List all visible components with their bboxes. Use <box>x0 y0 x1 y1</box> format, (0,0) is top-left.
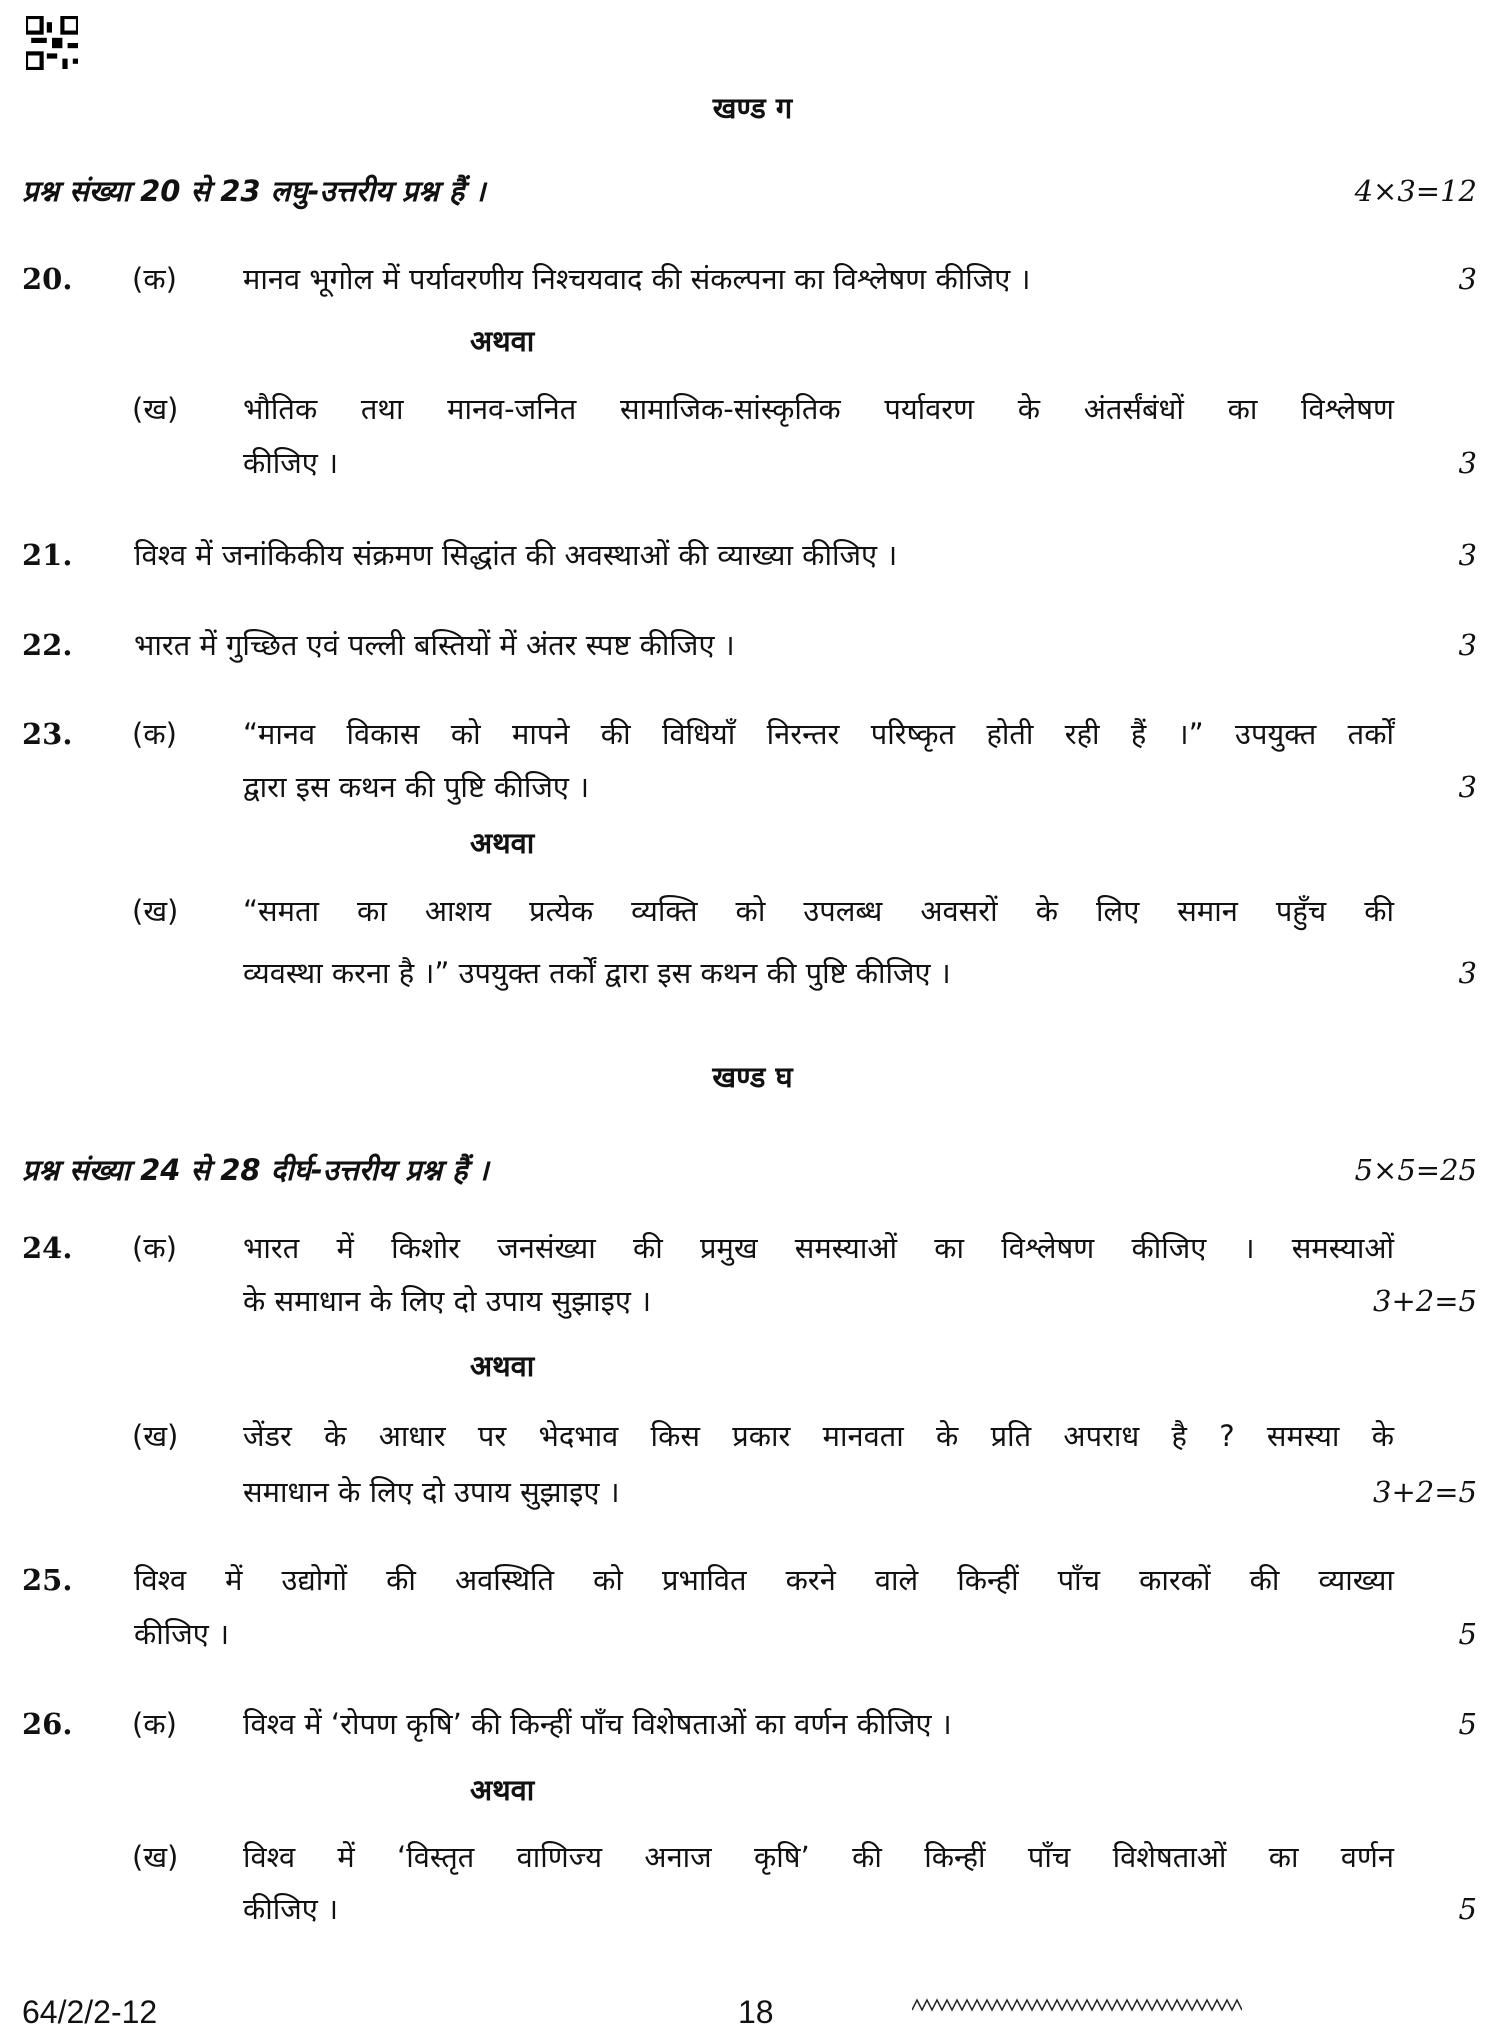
question-number: 23. <box>22 717 73 751</box>
section-d-title: खण्ड घ <box>712 1060 793 1094</box>
option-label: (ख) <box>132 894 179 928</box>
or-divider: अथवा <box>470 1773 535 1807</box>
question-text: “समता का आशय प्रत्येक व्यक्ति को उपलब्ध अवसरों के लिए समान पहुँच की <box>243 894 1394 928</box>
marks: 3 <box>1458 262 1477 296</box>
or-divider: अथवा <box>470 826 535 860</box>
question-text: के समाधान के लिए दो उपाय सुझाइए । <box>243 1284 652 1318</box>
marks: 3 <box>1458 770 1477 804</box>
option-label: (क) <box>132 717 177 751</box>
question-text: समाधान के लिए दो उपाय सुझाइए । <box>243 1475 620 1509</box>
marks: 5 <box>1458 1892 1477 1926</box>
or-divider: अथवा <box>470 1349 535 1383</box>
marks: 3 <box>1458 446 1477 480</box>
marks: 3 <box>1458 956 1477 990</box>
section-d-marks: 5×5=25 <box>1354 1153 1477 1187</box>
question-text: कीजिए । <box>243 1892 339 1926</box>
marks: 3+2=5 <box>1373 1475 1477 1509</box>
paper-code: 64/2/2-12 <box>22 1994 158 2030</box>
marks: 3+2=5 <box>1373 1284 1477 1318</box>
section-c-instruction: प्रश्न संख्या 20 से 23 लघु-उत्तरीय प्रश्न हैं । <box>22 174 486 208</box>
question-text: विश्व में ‘विस्तृत वाणिज्य अनाज कृषि’ की किन्हीं पाँच विशेषताओं का वर्णन <box>243 1840 1394 1874</box>
question-number: 25. <box>22 1563 73 1597</box>
question-number: 24. <box>22 1231 73 1265</box>
option-label: (क) <box>132 262 177 296</box>
option-label: (क) <box>132 1231 177 1265</box>
question-text: जेंडर के आधार पर भेदभाव किस प्रकार मानवता के प्रति अपराध है ? समस्या के <box>243 1419 1394 1453</box>
marks: 3 <box>1458 628 1477 662</box>
question-number: 20. <box>22 262 73 296</box>
question-number: 22. <box>22 628 73 662</box>
marks: 5 <box>1458 1707 1477 1741</box>
question-text: विश्व में जनांकिकीय संक्रमण सिद्धांत की अवस्थाओं की व्याख्या कीजिए । <box>134 538 898 572</box>
option-label: (ख) <box>132 1840 179 1874</box>
or-divider: अथवा <box>470 324 535 358</box>
question-number: 21. <box>22 538 73 572</box>
option-label: (ख) <box>132 1419 179 1453</box>
question-text: मानव भूगोल में पर्यावरणीय निश्चयवाद की संकल्पना का विश्लेषण कीजिए । <box>243 262 1031 296</box>
page-number: 18 <box>738 1994 774 2030</box>
question-text: भारत में गुच्छित एवं पल्ली बस्तियों में अंतर स्पष्ट कीजिए । <box>134 628 735 662</box>
question-text: भारत में किशोर जनसंख्या की प्रमुख समस्याओं का विश्लेषण कीजिए । समस्याओं <box>243 1231 1394 1265</box>
marks: 3 <box>1458 538 1477 572</box>
section-d-instruction: प्रश्न संख्या 24 से 28 दीर्घ-उत्तरीय प्रश्न हैं । <box>22 1153 489 1187</box>
wavy-line-decoration <box>912 1998 1242 2014</box>
question-number: 26. <box>22 1707 73 1741</box>
question-text: विश्व में ‘रोपण कृषि’ की किन्हीं पाँच विशेषताओं का वर्णन कीजिए । <box>243 1707 952 1741</box>
qr-code-icon <box>26 16 78 70</box>
question-text: द्वारा इस कथन की पुष्टि कीजिए । <box>243 770 590 804</box>
question-text: भौतिक तथा मानव-जनित सामाजिक-सांस्कृतिक पर्यावरण के अंतर्संबंधों का विश्लेषण <box>243 392 1394 426</box>
question-text: “मानव विकास को मापने की विधियाँ निरन्तर परिष्कृत होती रही हैं ।” उपयुक्त तर्कों <box>243 717 1394 751</box>
option-label: (क) <box>132 1707 177 1741</box>
question-text: व्यवस्था करना है ।” उपयुक्त तर्कों द्वारा इस कथन की पुष्टि कीजिए । <box>243 956 951 990</box>
question-text: कीजिए । <box>134 1617 230 1651</box>
question-text: विश्व में उद्योगों की अवस्थिति को प्रभावित करने वाले किन्हीं पाँच कारकों की व्याख्या <box>134 1563 1394 1597</box>
marks: 5 <box>1458 1617 1477 1651</box>
option-label: (ख) <box>132 392 179 426</box>
section-c-title: खण्ड ग <box>712 91 793 125</box>
section-c-marks: 4×3=12 <box>1354 174 1477 208</box>
question-text: कीजिए । <box>243 446 339 480</box>
